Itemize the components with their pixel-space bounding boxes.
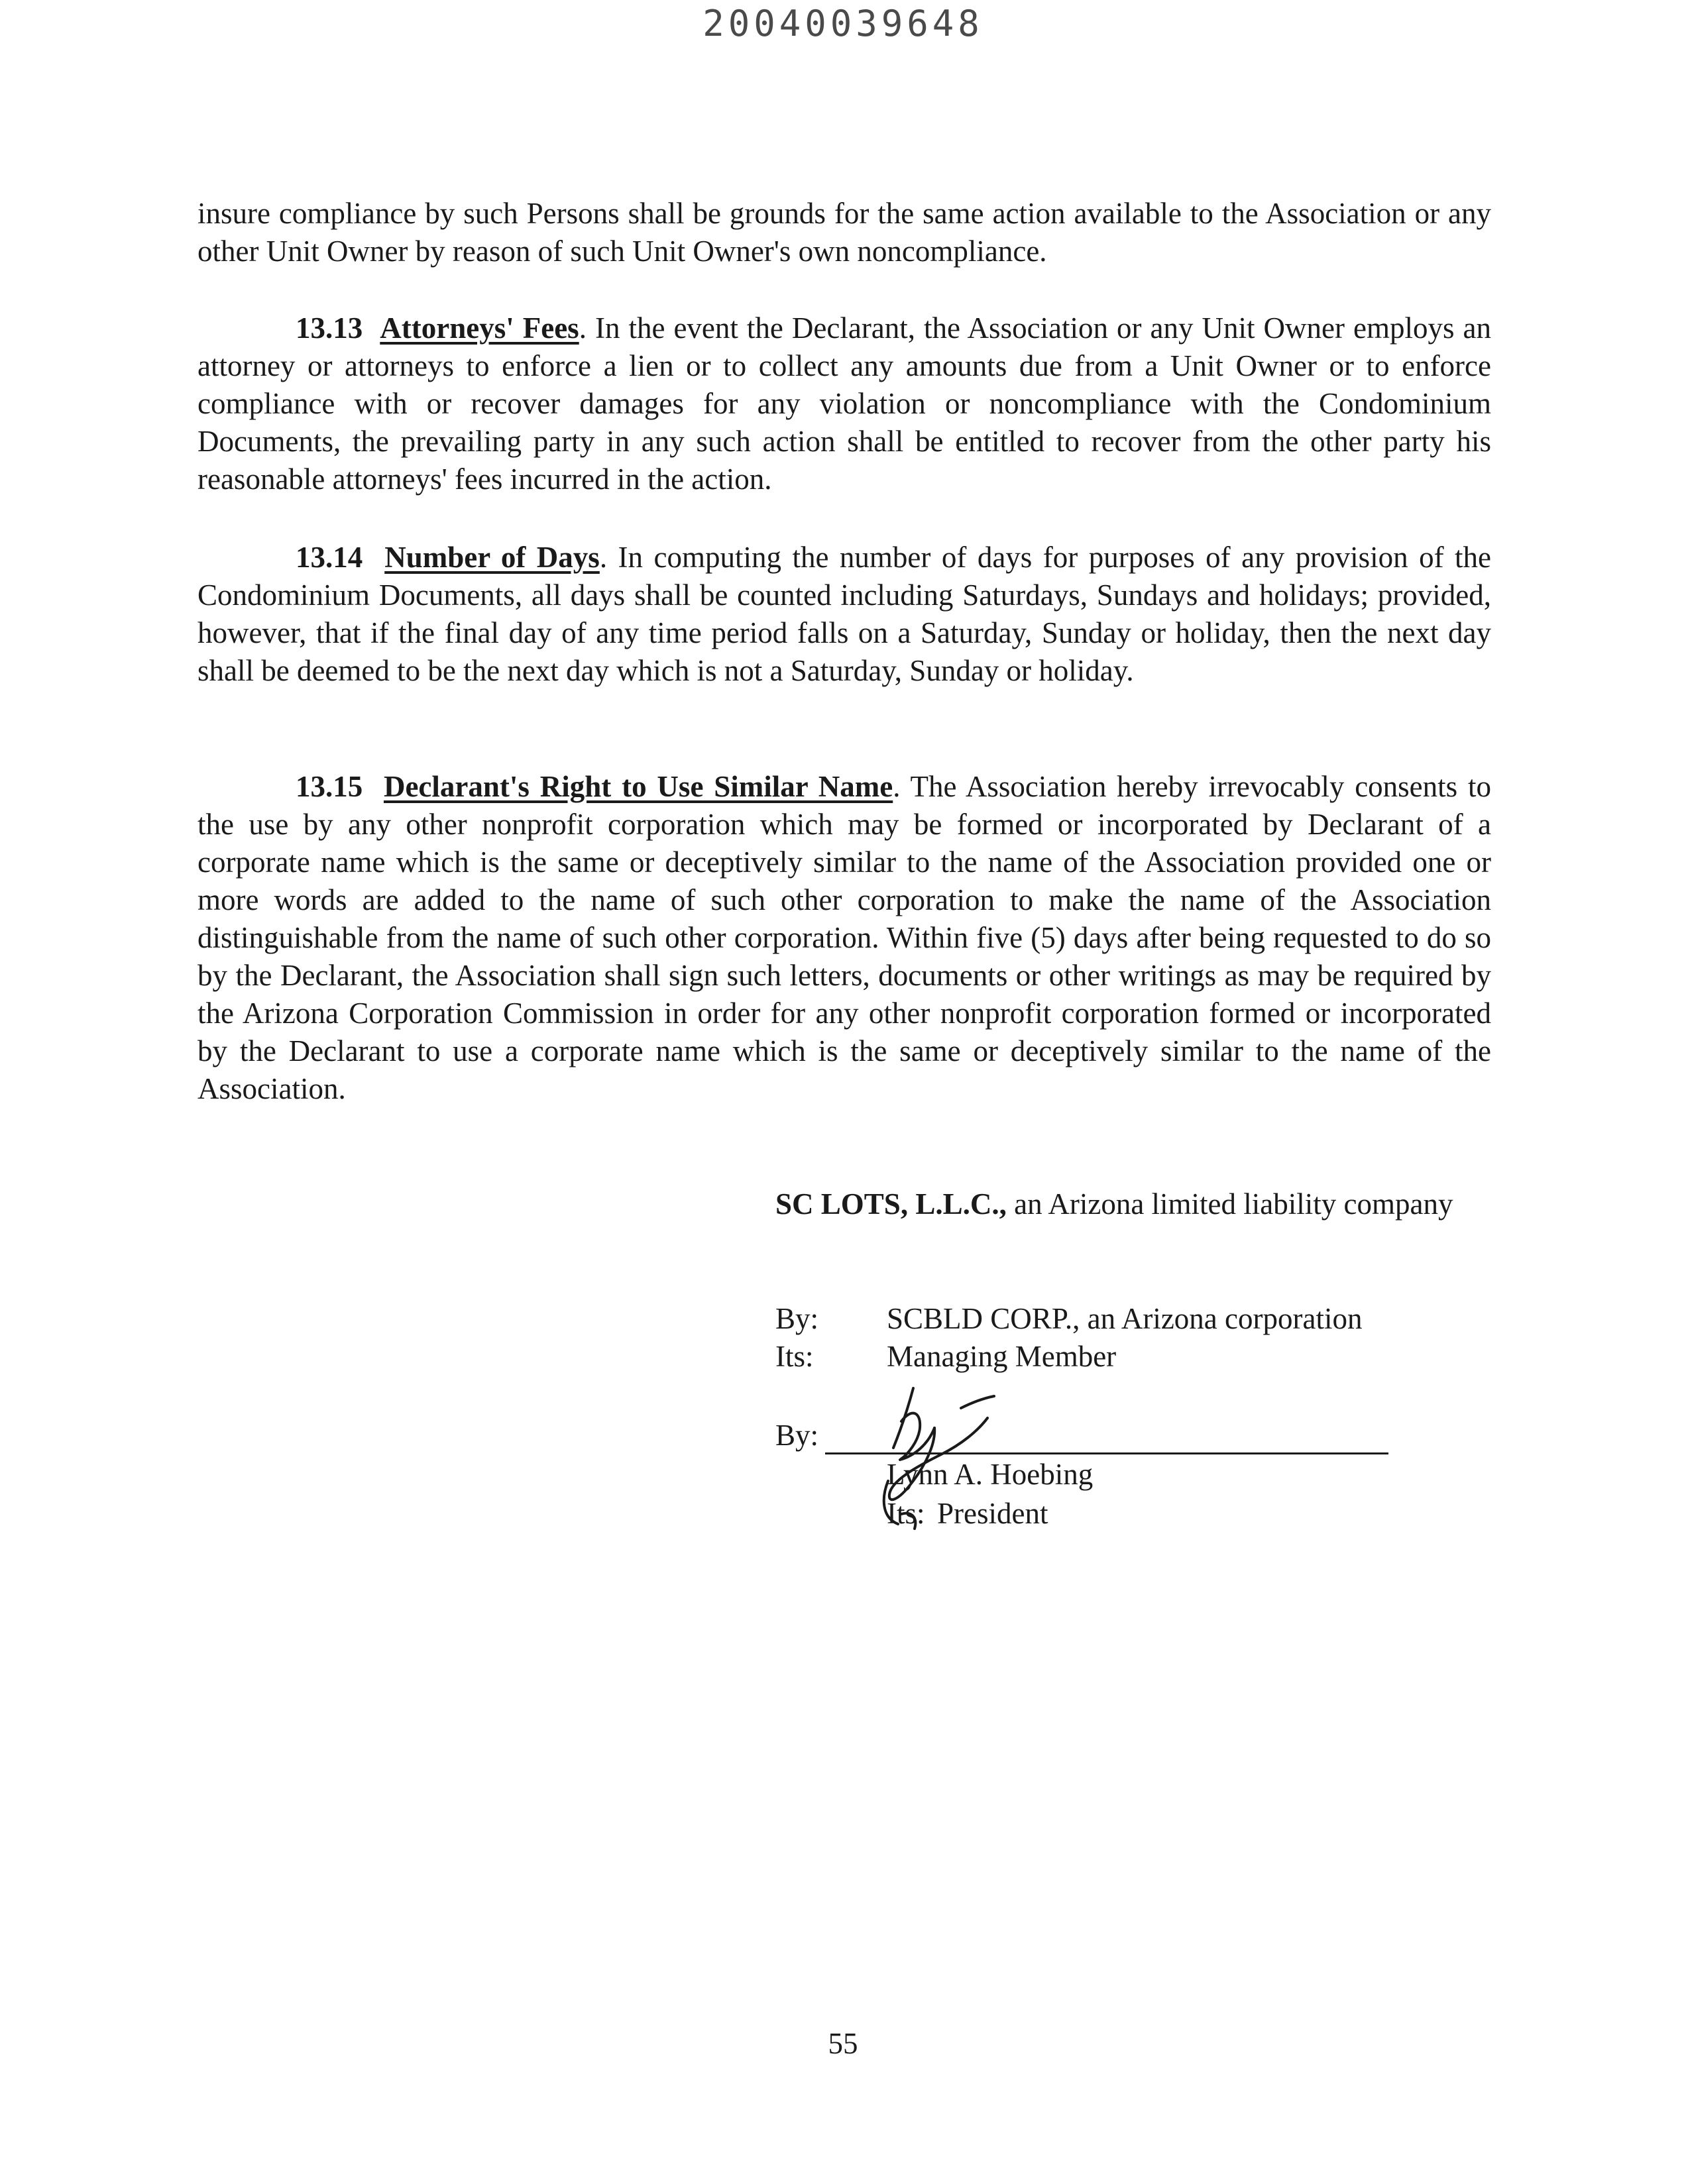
its-value: Managing Member: [887, 1340, 1117, 1373]
section-13-15-paragraph: [197, 768, 1491, 1108]
section-13-15: [197, 768, 1491, 1108]
page-number: 55: [828, 2027, 858, 2060]
section-number: 13.14: [296, 541, 363, 574]
document-number: 20040039648: [702, 3, 984, 44]
section-number: 13.13: [296, 311, 363, 345]
by-label: By:: [775, 1302, 819, 1335]
paragraph-continuation-text: insure compliance by such Persons shall be grounds for the same action available to the Association or any other Unit Owner by reason of such Unit Owner's own noncompliance.: [197, 197, 1491, 268]
signature-entity: [775, 1185, 1491, 1223]
section-number: 13.15: [296, 770, 363, 803]
entity-description: an Arizona limited liability company: [1006, 1187, 1453, 1221]
section-13-13-paragraph: [197, 309, 1491, 498]
signature-row-by-2: [775, 1417, 818, 1454]
section-text: . The Association hereby irrevocably consents to the use by any other nonprofit corporation which may be formed or incorporated by Declarant of a corporate name which is the same or deceptively similar to the name of the Association provided one or more words are added to the name of such other corporation to make the name of the Association distinguishable from the name of such other corporation. Within five (5) days after being requested to do so by the Declarant, the Association shall sign such letters, documents or other writings as may be required by the Arizona Corporation Commission in order for any other nonprofit corporation formed or incorporated by the Declarant to use a corporate name which is the same or deceptively similar to the name of the Association.: [197, 770, 1492, 1105]
section-title: Number of Days: [384, 541, 600, 574]
section-text: . In computing the number of days for purposes of any provision of the Condominium Documents, all days shall be counted including Saturdays, Sundays and holidays; provided, however, that if the final day of any time period falls on a Saturday, Sunday or holiday, then the next day shall be deemed to be the next day which is not a Saturday, Sunday or holiday.: [197, 541, 1492, 687]
signature-row-its: [775, 1338, 1116, 1376]
signer-name: Lynn A. Hoebing: [887, 1458, 1094, 1491]
section-title: Attorneys' Fees: [380, 311, 579, 345]
section-13-14: [197, 539, 1491, 690]
section-title: Declarant's Right to Use Similar Name: [383, 770, 893, 803]
its-label: Its:: [775, 1340, 814, 1373]
signer-its-label: Its:: [887, 1497, 925, 1530]
section-13-14-paragraph: [197, 539, 1491, 690]
signature-row-by: [775, 1300, 1362, 1338]
signer-name-row: [887, 1456, 1093, 1494]
by-value: SCBLD CORP., an Arizona corporation: [887, 1302, 1363, 1335]
paragraph-continuation: [197, 195, 1491, 270]
signer-title: President: [937, 1497, 1048, 1530]
section-13-13: [197, 309, 1491, 498]
by-label-2: By:: [775, 1419, 819, 1452]
signer-title-row: [887, 1495, 1048, 1533]
section-text: . In the event the Declarant, the Association or any Unit Owner employs an attorney or attorneys to enforce a lien or to collect any amounts due from a Unit Owner or to enforce compliance with or recover damages for any violation or noncompliance with the Condominium Documents, the prevailing party in any such action shall be entitled to recover from the other party his reasonable attorneys' fees incurred in the action.: [197, 311, 1491, 496]
entity-name: SC LOTS, L.L.C.,: [775, 1187, 1007, 1221]
